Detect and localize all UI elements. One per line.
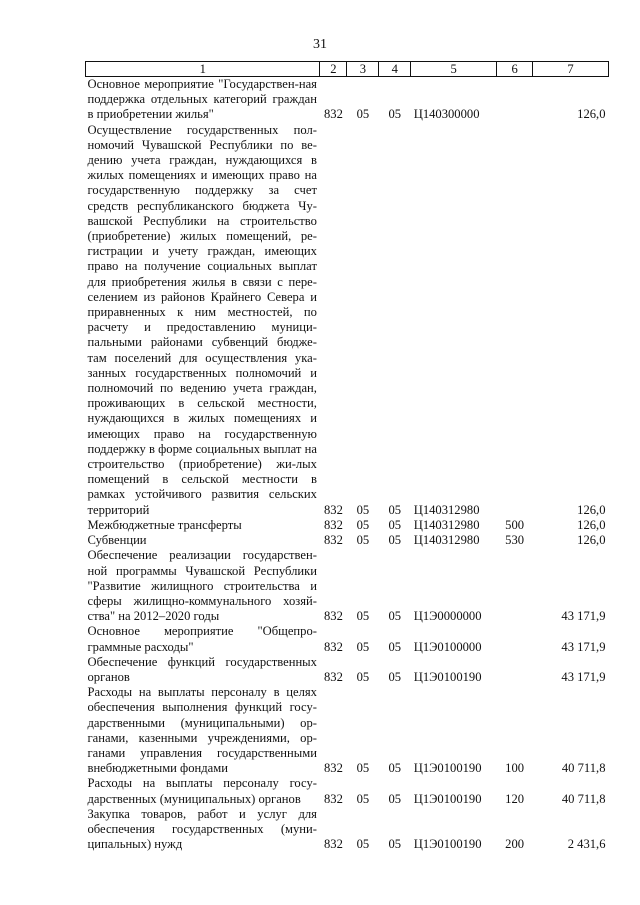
table-row <box>86 776 609 806</box>
ministry-code: 832 <box>323 669 343 684</box>
subsection-code: 05 <box>388 517 402 532</box>
ministry-code: 832 <box>323 502 343 517</box>
subsection-code: 05 <box>388 761 402 776</box>
ministry-code: 832 <box>323 533 343 548</box>
expense-type-code <box>497 548 533 624</box>
row-name: Субвенции <box>87 533 147 548</box>
target-article-code: Ц1Э0100000 <box>413 639 482 654</box>
ministry-code: 832 <box>323 639 343 654</box>
target-article-code: Ц1Э0100190 <box>413 669 482 684</box>
row-name: Закупка товаров, работ и услуг для обеспечения государственных (муни-ципальных) нужд <box>87 806 317 852</box>
amount: 40 711,8 <box>561 761 606 776</box>
section-code: 05 <box>356 609 370 624</box>
column-header: 2 <box>320 62 347 77</box>
expense-type-code: 530 <box>505 533 525 548</box>
ministry-code: 832 <box>323 517 343 532</box>
subsection-code: 05 <box>388 639 402 654</box>
column-header: 1 <box>86 62 320 77</box>
column-header: 5 <box>411 62 497 77</box>
target-article-code: Ц140312980 <box>413 533 480 548</box>
section-code: 05 <box>356 517 370 532</box>
target-article-code: Ц1Э0100190 <box>413 761 482 776</box>
row-name: Обеспечение функций государственных органов <box>87 654 317 684</box>
table-row <box>86 685 609 776</box>
ministry-code: 832 <box>323 609 343 624</box>
table-row <box>86 533 609 548</box>
amount: 43 171,9 <box>561 639 606 654</box>
column-header: 4 <box>379 62 411 77</box>
subsection-code: 05 <box>388 107 402 122</box>
row-name: Расходы на выплаты персоналу в целях обеспечения выполнения функций госу-дарственными (муниципальными) ор-ганами, казенными учреждениями, ор-ганами управления государственными внебюджетными фондами <box>87 685 317 776</box>
section-code: 05 <box>356 502 370 517</box>
amount: 43 171,9 <box>561 669 606 684</box>
table-row <box>86 123 609 518</box>
ministry-code: 832 <box>323 107 343 122</box>
target-article-code: Ц1Э0000000 <box>413 609 482 624</box>
subsection-code: 05 <box>388 669 402 684</box>
table-row <box>86 655 609 685</box>
expense-type-code <box>497 123 533 518</box>
amount: 43 171,9 <box>561 609 606 624</box>
expense-type-code <box>497 77 533 123</box>
amount: 2 431,6 <box>567 837 606 852</box>
expense-type-code <box>497 655 533 685</box>
section-code: 05 <box>356 107 370 122</box>
row-name: Расходы на выплаты персоналу госу-дарственных (муниципальных) органов <box>87 776 317 806</box>
amount: 40 711,8 <box>561 791 606 806</box>
subsection-code: 05 <box>388 502 402 517</box>
table-row <box>86 77 609 123</box>
expense-type-code: 100 <box>505 761 525 776</box>
ministry-code: 832 <box>323 761 343 776</box>
ministry-code: 832 <box>323 837 343 852</box>
target-article-code: Ц140312980 <box>413 502 480 517</box>
row-name: Обеспечение реализации государствен-ной программы Чувашской Республики "Развитие жилищного строительства и сферы жилищно-коммунального хозяй-ства" на 2012–2020 годы <box>87 548 317 624</box>
section-code: 05 <box>356 791 370 806</box>
target-article-code: Ц1Э0100190 <box>413 837 482 852</box>
amount: 126,0 <box>577 107 606 122</box>
amount: 126,0 <box>577 517 606 532</box>
section-code: 05 <box>356 669 370 684</box>
target-article-code: Ц140312980 <box>413 517 480 532</box>
table-row <box>86 548 609 624</box>
header-row <box>86 62 609 77</box>
expense-type-code <box>497 624 533 654</box>
target-article-code: Ц140300000 <box>413 107 480 122</box>
expense-type-code: 120 <box>505 791 525 806</box>
row-name: Основное мероприятие "Государствен-ная поддержка отдельных категорий граждан в приобретении жилья" <box>87 77 317 122</box>
target-article-code: Ц1Э0100190 <box>413 791 482 806</box>
section-code: 05 <box>356 533 370 548</box>
subsection-code: 05 <box>388 837 402 852</box>
column-header: 7 <box>533 62 609 77</box>
section-code: 05 <box>356 837 370 852</box>
page-number: 31 <box>313 37 327 52</box>
table-row <box>86 807 609 853</box>
expense-type-code: 200 <box>505 837 525 852</box>
amount: 126,0 <box>577 533 606 548</box>
table-body <box>86 77 609 853</box>
row-name: Основное мероприятие "Общепро-граммные расходы" <box>87 624 317 654</box>
row-name: Осуществление государственных пол-номочий Чувашской Республики по ве-дению учета граждан, нуждающихся в жилых помещениях и имеющих право на государственную поддержку за счет средств республиканского бюджета Чу-вашской Республики на строительство (приобретение) жилых помещений, ре-гистрации и учету граждан, имеющих право на получение социальных выплат для приобретения жилья в связи с пере-селением из районов Крайнего Севера и приравненных к ним местностей, по расчету и предоставлению муници-пальными районами субвенций бюдже-там поселений для осуществления ука-занных государственных полномочий и полномочий по ведению учета граждан, проживающих в сельской местности, нуждающихся в жилых помещениях и имеющих право на государственную поддержку в форме социальных выплат на строительство (приобретение) жи-лых помещений в сельской местности в рамках устойчивого развития сельских территорий <box>87 122 317 517</box>
expense-type-code: 500 <box>505 517 525 532</box>
section-code: 05 <box>356 639 370 654</box>
amount: 126,0 <box>577 502 606 517</box>
section-code: 05 <box>356 761 370 776</box>
subsection-code: 05 <box>388 533 402 548</box>
column-header: 3 <box>347 62 379 77</box>
table-row <box>86 624 609 654</box>
column-header: 6 <box>497 62 533 77</box>
table-row <box>86 518 609 533</box>
subsection-code: 05 <box>388 791 402 806</box>
subsection-code: 05 <box>388 609 402 624</box>
row-name: Межбюджетные трансферты <box>87 517 242 532</box>
budget-table <box>85 61 609 852</box>
ministry-code: 832 <box>323 791 343 806</box>
